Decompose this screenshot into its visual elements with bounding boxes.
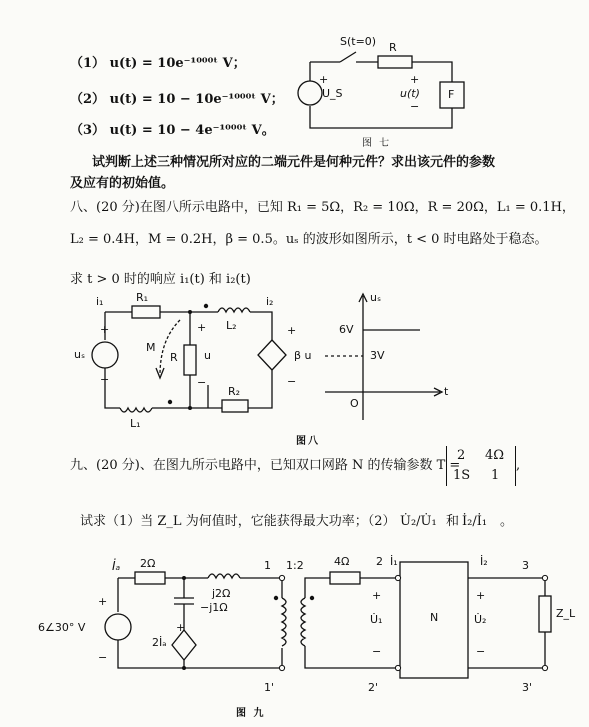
fig9-node-1p: 1' — [264, 681, 275, 694]
fig9-minus-source: − — [98, 651, 108, 664]
graph-y-label: uₛ — [370, 291, 382, 304]
fig7-source-label: U_S — [322, 87, 343, 100]
fig9-u2-label: U̇₂ — [474, 613, 487, 626]
fig9-source-label: 6∠30° V — [38, 621, 86, 634]
q9-ratio-current: İ₂/İ₁ — [462, 514, 488, 529]
q7-item-1: （1） u(t) = 10e⁻¹⁰⁰⁰ᵗ V； — [70, 56, 246, 71]
q9-and: 和 — [446, 514, 460, 529]
fig9-minus-u1: − — [372, 645, 382, 658]
matrix-r1c2: 4Ω — [485, 448, 505, 463]
fig8-minus-left: − — [100, 373, 110, 386]
fig7-r-label: R — [389, 41, 397, 54]
fig8-plus-right: + — [287, 324, 297, 337]
fig9-ia-label: İₐ — [112, 559, 121, 573]
graph-origin: O — [350, 397, 359, 410]
q7-item-3: （3） u(t) = 10 − 4e⁻¹⁰⁰⁰ᵗ V。 — [70, 123, 275, 138]
fig9-plus-ccvs: + — [176, 621, 186, 634]
fig8-beta-u-label: β u — [294, 349, 312, 362]
matrix-r2c2: 1 — [491, 468, 500, 483]
fig7-caption: 图 七 — [362, 138, 392, 149]
graph-3v-label: 3V — [370, 349, 385, 362]
fig9-node-2: 2 — [376, 555, 383, 568]
fig8-i2-label: i₂ — [266, 295, 274, 308]
fig8-minus-u: − — [197, 376, 207, 389]
fig9-mj1-label: −j1Ω — [200, 601, 228, 614]
fig8-u-label: u — [204, 349, 211, 362]
q7-item-2: （2） u(t) = 10 − 10e⁻¹⁰⁰⁰ᵗ V； — [70, 92, 284, 107]
q9-comma: , — [516, 458, 521, 473]
fig9-plus-u2: + — [476, 589, 486, 602]
fig9-4ohm-label: 4Ω — [334, 555, 350, 568]
q9-line-2: 试求（1）当 Z_L 为何值时，它能获得最大功率；（2） — [80, 514, 396, 529]
fig7-minus-u: − — [410, 100, 420, 113]
fig9-node-3: 3 — [522, 559, 529, 572]
q7-question-line-2: 及应有的初始值。 — [70, 176, 175, 191]
fig7-switch-label: S(t=0) — [340, 35, 377, 48]
fig7-u-label: u(t) — [400, 87, 420, 100]
fig8-m-label: M — [146, 341, 156, 354]
matrix-r1c1: 2 — [457, 448, 466, 463]
fig8-minus-right: − — [287, 375, 297, 388]
fig9-j2-label: j2Ω — [212, 587, 231, 600]
fig8-r-label: R — [170, 351, 178, 364]
fig8-r1-label: R₁ — [136, 291, 149, 304]
fig8-caption: 图八 — [296, 436, 320, 447]
fig8-us-label: uₛ — [74, 348, 86, 361]
fig9-node-2p: 2' — [368, 681, 379, 694]
q8-line-2: L₂ = 0.4H，M = 0.2H，β = 0.5。uₛ 的波形如图所示，t < 0 时电路处于稳态。 — [70, 232, 548, 247]
fig7-plus-source: + — [319, 73, 329, 86]
fig9-zl-label: Z_L — [556, 607, 576, 620]
q9-ratio-voltage: U̇₂/U̇₁ — [400, 514, 437, 529]
fig9-plus-u1: + — [372, 589, 382, 602]
q7-question-line-1: 试判断上述三种情况所对应的二端元件是何种元件？求出该元件的参数 — [92, 155, 496, 170]
fig7-box-label: F — [448, 88, 455, 101]
fig9-node-1: 1 — [264, 559, 271, 572]
q9-line-1: 九、(20 分)、在图九所示电路中，已知双口网路 N 的传输参数 T = — [70, 458, 461, 473]
fig9-i1-label: İ₁ — [390, 555, 398, 568]
fig8-r2-label: R₂ — [228, 385, 241, 398]
fig9-network-n: N — [430, 611, 439, 624]
fig7-plus-u: + — [410, 73, 420, 86]
fig8-plus-u: + — [197, 321, 207, 334]
fig9-2ohm-label: 2Ω — [140, 557, 156, 570]
q8-line-3: 求 t > 0 时的响应 i₁(t) 和 i₂(t) — [70, 272, 251, 287]
fig8-l1-label: L₁ — [130, 417, 141, 430]
fig8-plus-left: + — [100, 323, 110, 336]
fig9-node-3p: 3' — [522, 681, 533, 694]
fig9-u1-label: U̇₁ — [370, 613, 383, 626]
matrix-r2c1: 1S — [453, 468, 471, 483]
graph-x-label: t — [444, 385, 449, 398]
fig8-i1-label: i₁ — [96, 295, 104, 308]
fig9-i2-label: İ₂ — [480, 555, 488, 568]
fig9-ccvs-label: 2İₐ — [152, 636, 167, 649]
fig9-caption: 图 九 — [236, 708, 266, 719]
q8-line-1: 八、(20 分)在图八所示电路中，已知 R₁ = 5Ω，R₂ = 10Ω，R = 20Ω，L₁ = 0.1H， — [70, 200, 575, 215]
fig9-minus-u2: − — [476, 645, 486, 658]
q9-line-2-end: 。 — [500, 514, 514, 529]
fig9-plus-source: + — [98, 595, 108, 608]
fig8-l2-label: L₂ — [226, 319, 237, 332]
graph-6v-label: 6V — [339, 323, 354, 336]
fig9-turns-ratio: 1:2 — [286, 559, 304, 572]
